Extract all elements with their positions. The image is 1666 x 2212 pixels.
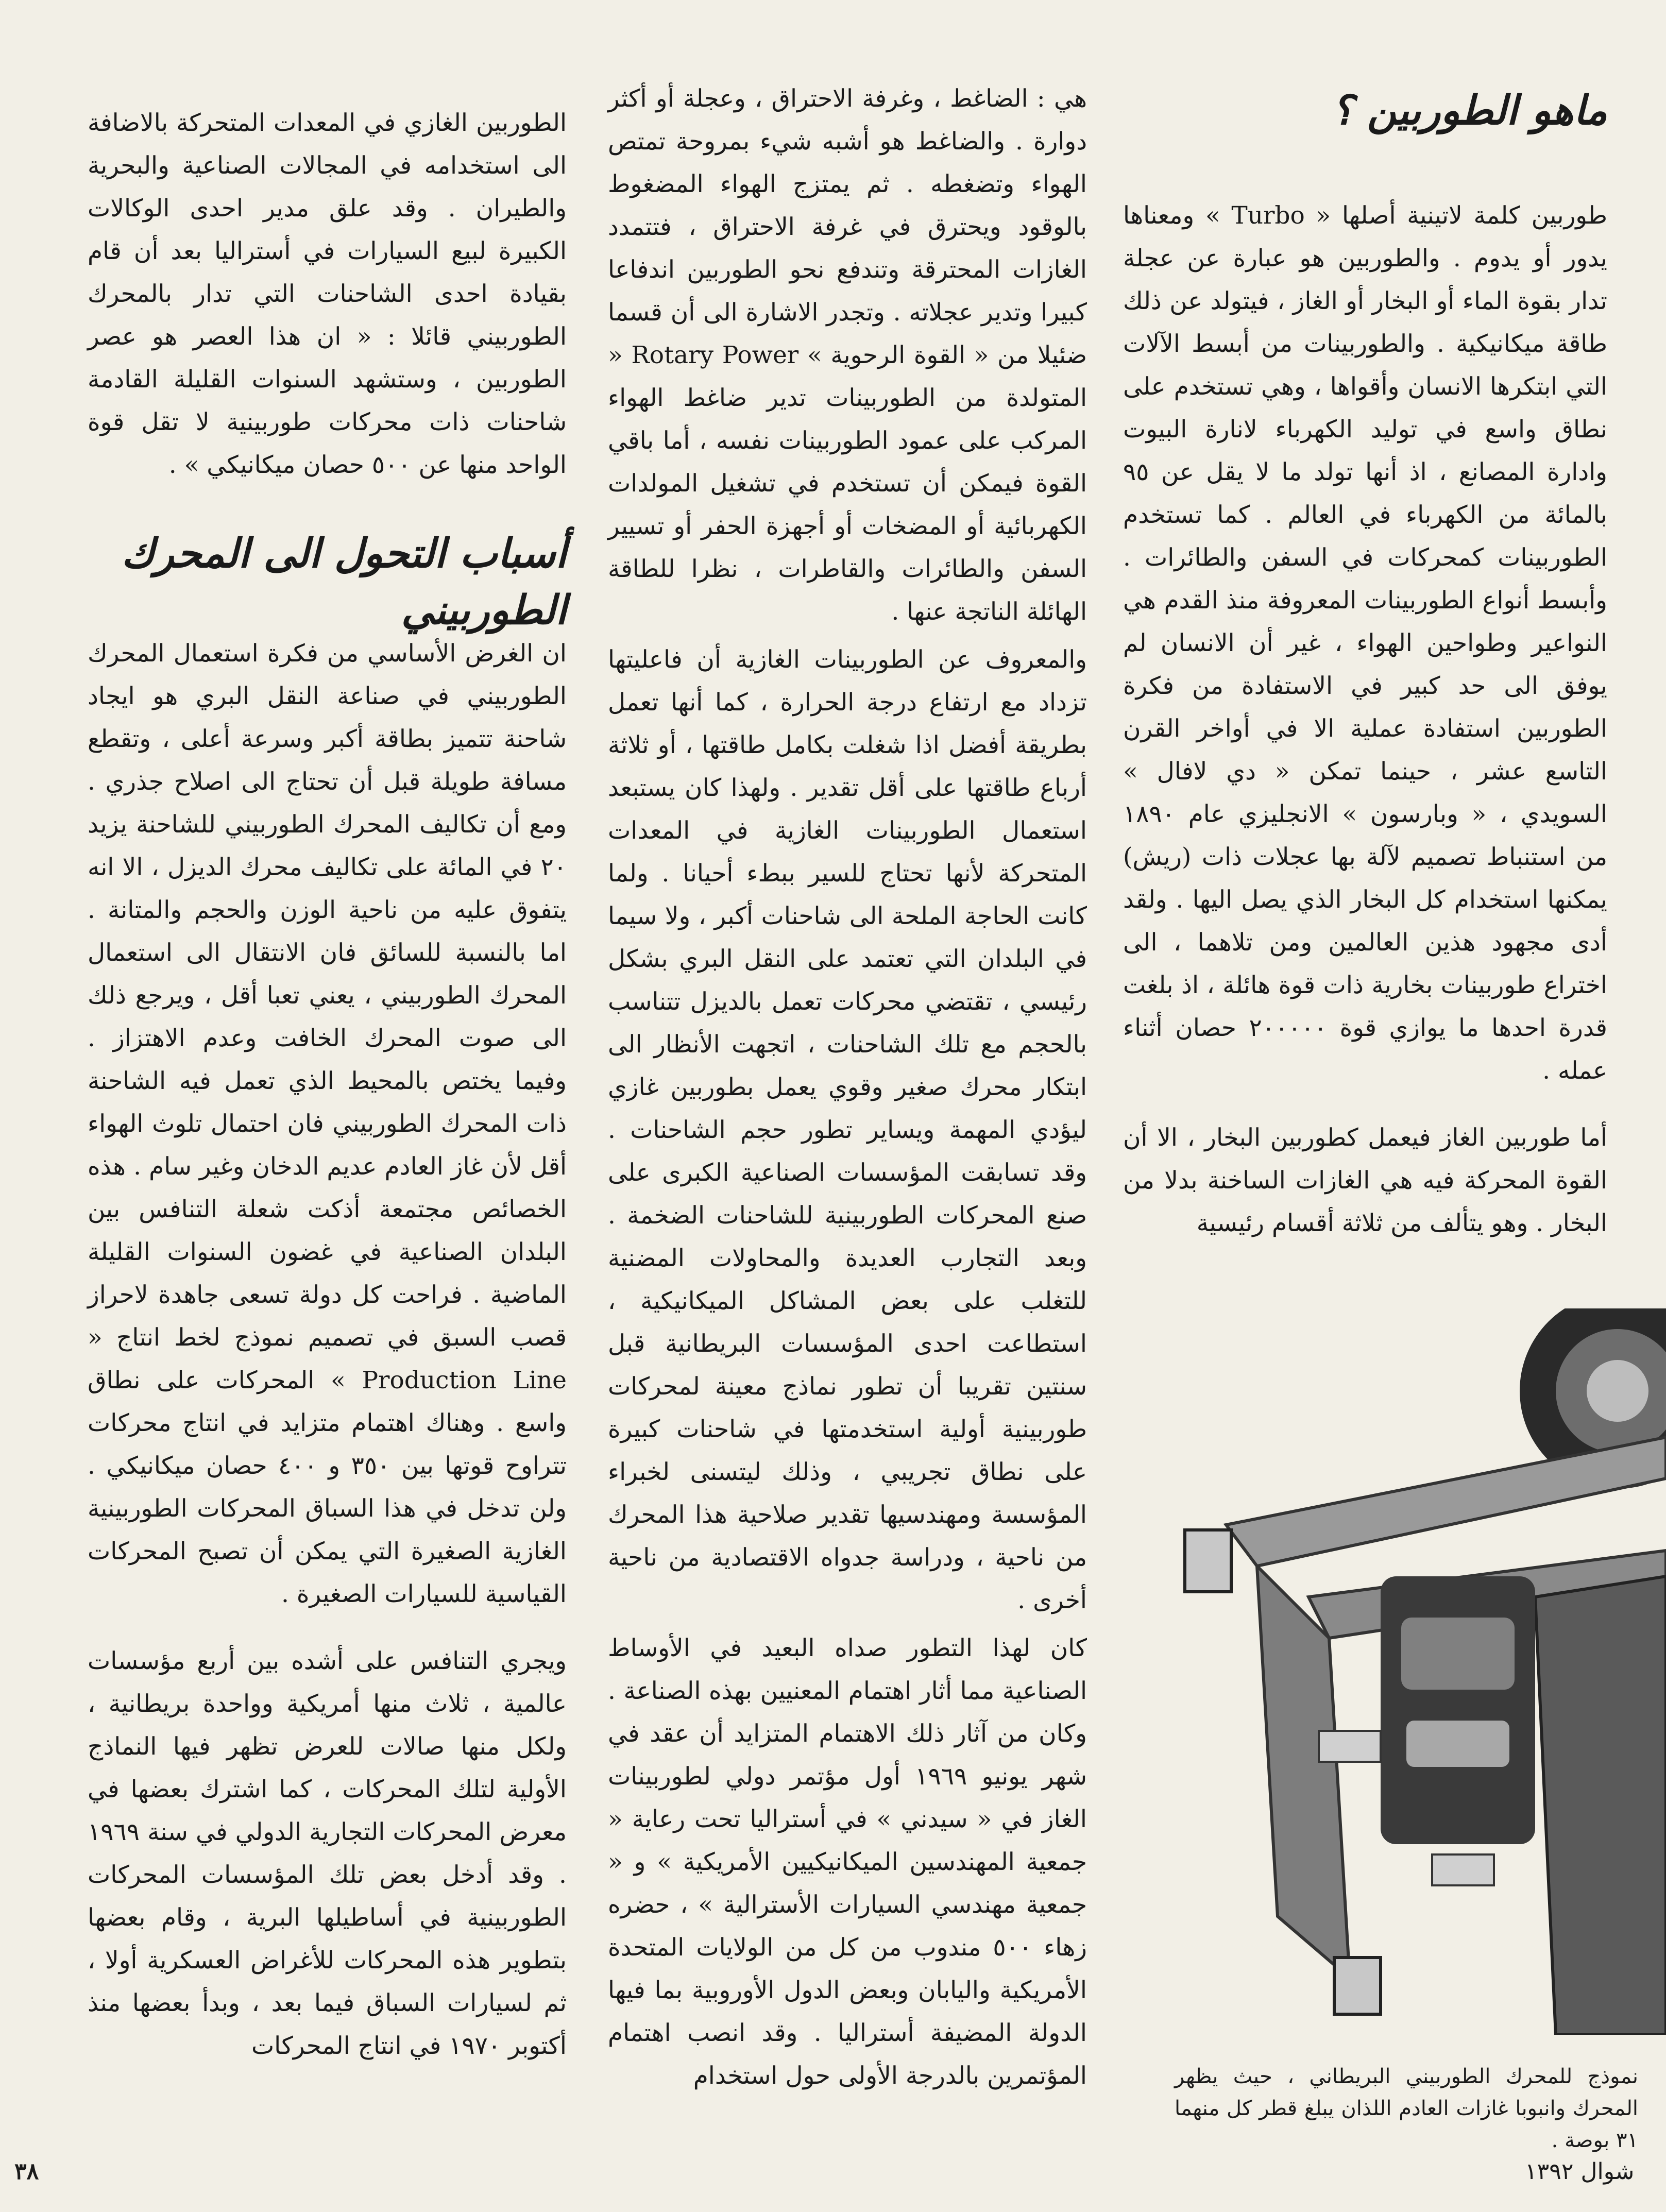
paragraph: هي : الضاغط ، وغرفة الاحتراق ، وعجلة أو أكثر دوارة . والضاغط هو أشبه شيء بمروحة تمتص الهواء وتضغطه . ثم يمتزج الهواء المضغوط بالوقود ويحترق في غرفة الاحتراق ، فتتمدد الغازات المحترقة وتندفع نحو الطوربين اندفاعا كبيرا وتدير عجلاته . وتجدر الاشارة الى أن قسما ضئيلا من « القوة الرحوية » Rotary Power « المتولدة من الطوربينات تدير ضاغط الهواء المركب على عمود الطوربينات نفسه ، أما باقي القوة فيمكن أن تستخدم في تشغيل المولدات الكهربائية أو المضخات أو أجهزة الحفر أو تسيير السفن والطائرات والقاطرات ، نظرا للطاقة الهائلة الناتجة عنها . <box>608 84 1087 626</box>
paragraph: ويجري التنافس على أشده بين أربع مؤسسات عالمية ، ثلاث منها أمريكية وواحدة بريطانية ، ولكل منها صالات للعرض تظهر فيها النماذج الأولية لتلك المحركات ، كما اشترك بعضها في معرض المحركات التجارية الدولي في سنة ١٩٦٩ . وقد أدخل بعض تلك المؤسسات المحركات الطوربينية في أساطيلها البرية ، وقام بعضها بتطوير هذه المحركات للأغراض العسكرية أولا ، ثم لسيارات السباق فيما بعد ، وبدأ بعضها منذ أكتوبر ١٩٧٠ في انتاج المحركات <box>88 1647 567 2060</box>
section-heading: أسباب التحول الى المحرك الطوربيني <box>121 530 567 634</box>
engine-photo-illustration <box>1164 1308 1666 2035</box>
article-column-middle <box>608 77 1087 2102</box>
article-column-right <box>1123 170 1607 1269</box>
page-title: ماهو الطوربين ؟ <box>1332 87 1607 134</box>
engine-photo <box>1164 1308 1666 2035</box>
paragraph: والمعروف عن الطوربينات الغازية أن فاعليتها تزداد مع ارتفاع درجة الحرارة ، كما أنها تعمل بطريقة أفضل اذا شغلت بكامل طاقتها ، أو ثلاثة أرباع طاقتها على أقل تقدير . ولهذا كان يستبعد استعمال الطوربينات الغازية في المعدات المتحركة لأنها تحتاج للسير ببطء أحيانا . ولما كانت الحاجة الملحة الى شاحنات أكبر ، ولا سيما في البلدان التي تعتمد على النقل البري بشكل رئيسي ، تقتضي محركات تعمل بالديزل تتناسب بالحجم مع تلك الشاحنات ، اتجهت الأنظار الى ابتكار محرك صغير وقوي يعمل بطوربين غازي ليؤدي المهمة ويساير تطور حجم الشاحنات . وقد تسابقت المؤسسات الصناعية الكبرى على صنع المحركات الطوربينية للشاحنات الضخمة . وبعد التجارب العديدة والمحاولات المضنية للتغلب على بعض المشاكل الميكانيكية ، استطاعت احدى المؤسسات البريطانية قبل سنتين تقريبا أن تطور نماذج معينة لمحركات طوربينية أولية استخدمتها في شاحنات كبيرة على نطاق تجريبي ، وذلك ليتسنى لخبراء المؤسسة ومهندسيها تقدير صلاحية هذا المحرك من ناحية ، ودراسة جدواه الاقتصادية من ناحية أخرى . <box>608 645 1087 1614</box>
article-column-left-top <box>88 77 567 511</box>
article-column-left-bottom <box>88 608 567 2091</box>
paragraph: طوربين كلمة لاتينية أصلها « Turbo » ومعناها يدور أو يدوم . والطوربين هو عبارة عن عجلة تدار بقوة الماء أو البخار أو الغاز ، فيتولد عن ذلك طاقة ميكانيكية . والطوربينات من أبسط الآلات التي ابتكرها الانسان وأقواها ، وهي تستخدم على نطاق واسع في توليد الكهرباء لانارة البيوت وادارة المصانع ، اذ أنها تولد ما لا يقل عن ٩٥ بالمائة من الكهرباء في العالم . كما تستخدم الطوربينات كمحركات في السفن والطائرات . وأبسط أنواع الطوربينات المعروفة منذ القدم هي النواعير وطواحين الهواء ، غير أن الانسان لم يوفق الى حد كبير في الاستفادة من فكرة الطوربين استفادة عملية الا في أواخر القرن التاسع عشر ، حينما تمكن « دي لافال » السويدي ، « وبارسون » الانجليزي عام ١٨٩٠ من استنباط تصميم لآلة بها عجلات ذات (ريش) يمكنها استخدام كل البخار الذي يصل اليها . ولقد أدى مجهود هذين العالمين ومن تلاهما ، الى اختراع طوربينات بخارية ذات قوة هائلة ، اذ بلغت قدرة احدها ما يوازي قوة ٢٠٠٠٠٠ حصان أثناء عمله . <box>1123 201 1607 1085</box>
paragraph: كان لهذا التطور صداه البعيد في الأوساط الصناعية مما أثار اهتمام المعنيين بهذه الصناعة . وكان من آثار ذلك الاهتمام المتزايد أن عقد في شهر يونيو ١٩٦٩ أول مؤتمر دولي لطوربينات الغاز في « سيدني » في أستراليا تحت رعاية « جمعية المهندسين الميكانيكيين الأمريكية » و « جمعية مهندسي السيارات الأسترالية » ، حضره زهاء ٥٠٠ مندوب من كل من الولايات المتحدة الأمريكية واليابان وبعض الدول الأوروبية بما فيها الدولة المضيفة أستراليا . وقد انصب اهتمام المؤتمرين بالدرجة الأولى حول استخدام <box>608 1634 1087 2090</box>
paragraph: أما طوربين الغاز فيعمل كطوربين البخار ، الا أن القوة المحركة فيه هي الغازات الساخنة بدلا من البخار . وهو يتألف من ثلاثة أقسام رئيسية <box>1123 1124 1607 1237</box>
paragraph: ان الغرض الأساسي من فكرة استعمال المحرك الطوربيني في صناعة النقل البري هو ايجاد شاحنة تتميز بطاقة أكبر وسرعة أعلى ، وتقطع مسافة طويلة قبل أن تحتاج الى اصلاح جذري . ومع أن تكاليف المحرك الطوربيني للشاحنة يزيد ٢٠ في المائة على تكاليف محرك الديزل ، الا انه يتفوق عليه من ناحية الوزن والحجم والمتانة . اما بالنسبة للسائق فان الانتقال الى استعمال المحرك الطوربيني ، يعني تعبا أقل ، ويرجع ذلك الى صوت المحرك الخافت وعدم الاهتزاز . وفيما يختص بالمحيط الذي تعمل فيه الشاحنة ذات المحرك الطوربيني فان احتمال تلوث الهواء أقل لأن غاز العادم عديم الدخان وغير سام . هذه الخصائص مجتمعة أذكت شعلة التنافس بين البلدان الصناعية في غضون السنوات القليلة الماضية . فراحت كل دولة تسعى جاهدة لاحراز قصب السبق في تصميم نموذج لخط انتاج « Production Line » المحركات على نطاق واسع . وهناك اهتمام متزايد في انتاج محركات تتراوح قوتها بين ٣٥٠ و ٤٠٠ حصان ميكانيكي . ولن تدخل في هذا السباق المحركات الطوربينية الغازية الصغيرة التي يمكن أن تصبح المحركات القياسية للسيارات الصغيرة . <box>88 639 567 1608</box>
issue-date: شوال ١٣٩٢ <box>1525 2158 1635 2185</box>
page-number: ٣٨ <box>14 2158 39 2185</box>
paragraph: الطوربين الغازي في المعدات المتحركة بالاضافة الى استخدامه في المجالات الصناعية والبحرية والطيران . وقد علق مدير احدى الوكالات الكبيرة لبيع السيارات في أستراليا بعد أن قام بقيادة احدى الشاحنات التي تدار بالمحرك الطوربيني قائلا : « ان هذا العصر هو عصر الطوربين ، وستشهد السنوات القليلة القادمة شاحنات ذات محركات طوربينية لا تقل قوة الواحد منها عن ٥٠٠ حصان ميكانيكي » . <box>88 109 567 479</box>
photo-caption: نموذج للمحرك الطوربيني البريطاني ، حيث يظهر المحرك وانبوبا غازات العادم اللذان يبلغ قطر كل منهما ٣١ بوصة . <box>1175 2065 1638 2152</box>
